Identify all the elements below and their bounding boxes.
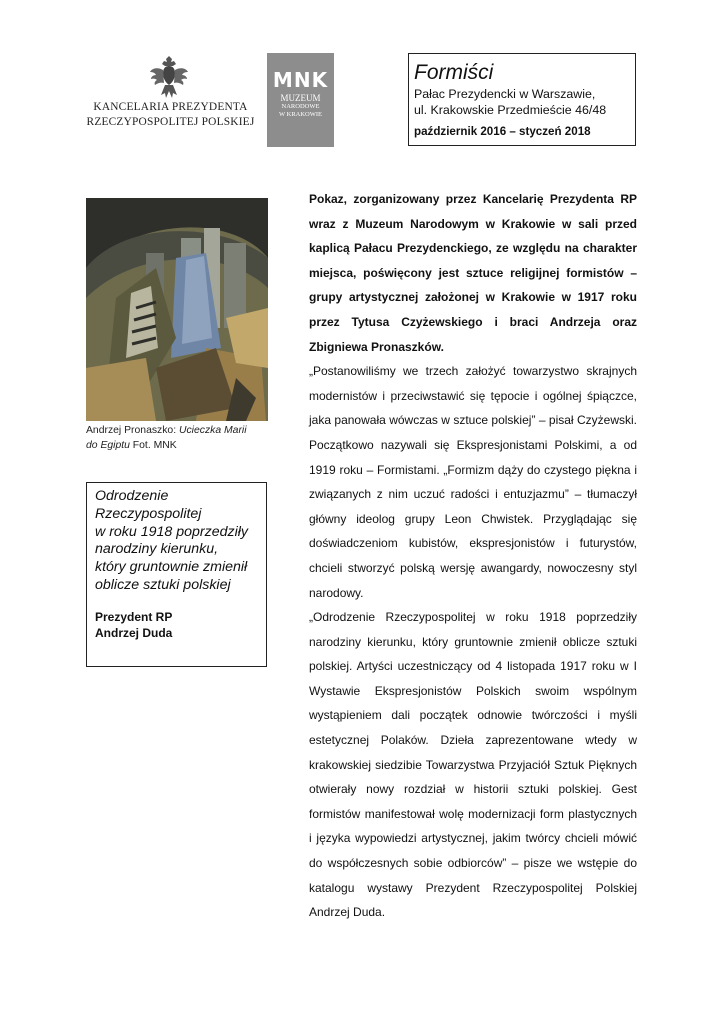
quote-box	[86, 482, 267, 667]
mnk-logo-mark: MNK	[272, 68, 329, 92]
venue-line-1: Pałac Prezydencki w Warszawie,	[414, 87, 596, 101]
polish-eagle-emblem-icon	[148, 52, 190, 102]
chancellery-logo-text	[78, 100, 263, 130]
article-paragraph-2: „Postanowiliśmy we trzech założyć towarzystwo skrajnych modernistów i przeciwstawić się tępocie i ogólnej śpiączce, jaka panowała wówczas w sztuce polskiej” – pisał Czyżewski. Początkowo nazywali się Ekspresjonistami Polskimi, a od 1919 roku – Formistami. „Formizm dąży do czystego piękna i związanych z nim uczuć radości i entuzjazmu” – tłumaczył główny ideolog grupy Leon Chwistek. Przyglądając się doświadczeniom kubistów, ekspresjonistów i futurystów, chcieli stworzyć polską wersję awangardy, nowoczesny styl narodowy.	[309, 364, 637, 600]
pull-quote: Odrodzenie Rzeczypospolitej w roku 1918 poprzedziły narodziny kierunku, który gruntownie zmienił oblicze sztuki polskiej	[95, 488, 248, 593]
mnk-logo-line-3: W KRAKOWIE	[278, 111, 323, 118]
article-lead-paragraph: Pokaz, zorganizowany przez Kancelarię Prezydenta RP wraz z Muzeum Narodowym w Krakowie w sali przed kaplicą Pałacu Prezydenckiego, ze względu na charakter miejsca, poświęcony jest sztuce religijnej formistów – grupy artystycznej założonej w Krakowie w 1917 roku przez Tytusa Czyżewskiego i braci Andrzeja oraz Zbigniewa Pronaszków.	[309, 192, 637, 354]
quote-author: Prezydent RP Andrzej Duda	[95, 609, 173, 641]
mnk-logo-line-2: NARODOWE	[281, 103, 320, 110]
caption-title-line-2: do Egiptu	[86, 439, 130, 451]
article-paragraph-3: „Odrodzenie Rzeczypospolitej w roku 1918 poprzedziły narodziny kierunku, który gruntownie zmienił oblicze sztuki polskiej. Artyści uczestniczący od 4 listopada 1917 roku w I Wystawie Ekspresjonistów Polskich swoim wspólnym wystąpieniem dali początek odnowie twórczości i myśli estetycznej Polaków. Dzieła zaprezentowane wtedy w krakowskiej siedzibie Towarzystwa Przyjaciół Sztuk Pięknych otwierały nowy rozdział w historii sztuki polskiej. Gest formistów manifestował wolę modernizacji form plastycznych i języka wypowiedzi artystycznej, jakim twórcy chcieli mówić do współczesnych sobie odbiorców” – pisze we wstępie do katalogu wystawy Prezydent Rzeczypospolitej Polskiej Andrzej Duda.	[309, 610, 637, 920]
painting-illustration	[86, 198, 268, 421]
exhibition-dates: październik 2016 – styczeń 2018	[414, 125, 591, 138]
caption-credit: Fot. MNK	[129, 439, 177, 451]
chancellery-name-line-2: RZECZYPOSPOLITEJ POLSKIEJ	[86, 116, 255, 128]
exhibition-title-box	[408, 53, 636, 146]
painting-caption	[86, 424, 276, 453]
article-body	[309, 187, 637, 925]
exhibition-title: Formiści	[414, 61, 494, 84]
painting-image	[86, 198, 268, 421]
national-museum-krakow-logo	[267, 53, 334, 147]
caption-author: Andrzej Pronaszko:	[86, 425, 179, 436]
chancellery-name-line-1: KANCELARIA PREZYDENTA	[93, 101, 248, 113]
venue-line-2: ul. Krakowskie Przedmieście 46/48	[414, 103, 607, 117]
mnk-logo-line-1: MUZEUM	[280, 93, 321, 103]
caption-title-line-1: Ucieczka Marii	[178, 425, 247, 436]
